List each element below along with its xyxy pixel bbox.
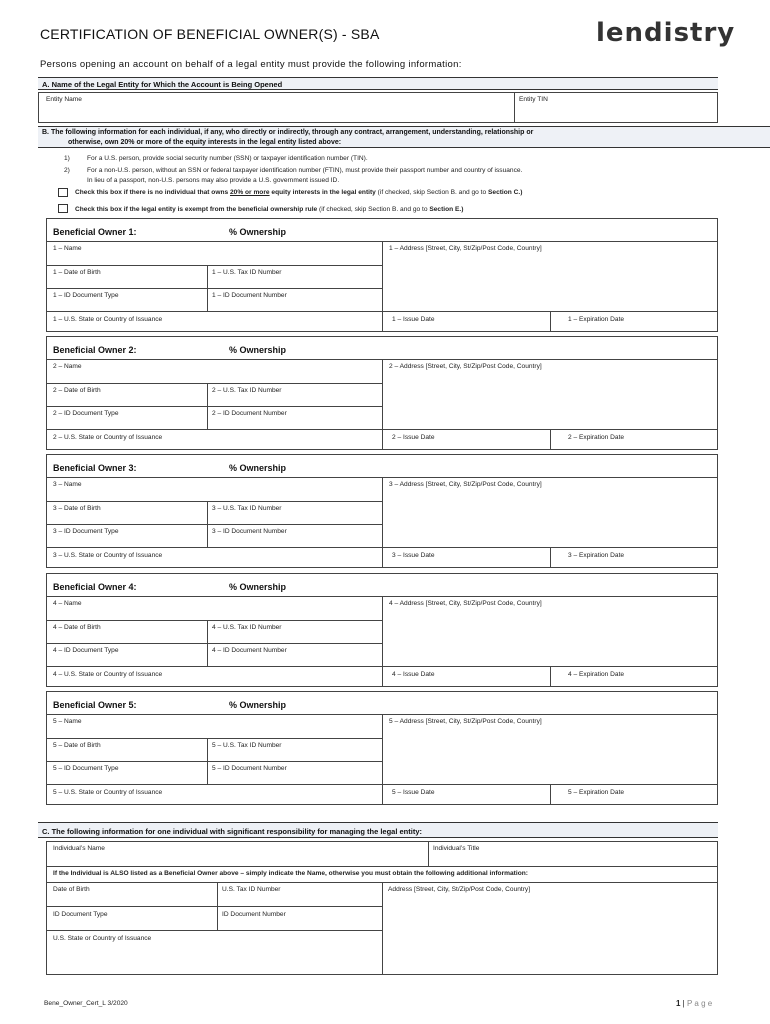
owner-2-title: Beneficial Owner 2: bbox=[53, 345, 137, 355]
owner-3-title: Beneficial Owner 3: bbox=[53, 463, 137, 473]
owner-2-state-field[interactable]: 2 – U.S. State or Country of Issuance bbox=[53, 434, 163, 441]
owner-2-tax-field[interactable]: 2 – U.S. Tax ID Number bbox=[212, 387, 282, 394]
document-id: Bene_Owner_Cert_L 3/2020 bbox=[44, 1000, 128, 1007]
section-b-heading: B. The following information for each individual, if any, who directly or indirectly, through any contract, arrangement, understanding, relationship or otherwise, own 20% or more of the equity interests in the legal entity listed above: bbox=[38, 126, 770, 148]
intro-text: Persons opening an account on behalf of a legal entity must provide the following information: bbox=[40, 59, 462, 70]
c-dob-field[interactable]: Date of Birth bbox=[53, 886, 90, 893]
page-title: CERTIFICATION OF BENEFICIAL OWNER(S) - SBA bbox=[40, 26, 380, 42]
owner-2-name-field[interactable]: 2 – Name bbox=[53, 363, 82, 370]
c-address-field[interactable]: Address [Street, City, St/Zip/Post Code, Country] bbox=[388, 886, 531, 893]
entity-name-field[interactable]: Entity Name bbox=[46, 96, 82, 103]
no-owner-checkbox-label: Check this box if there is no individual that owns 20% or more equity interests in the legal entity (if checked, skip Section B. and go to Section C.) bbox=[75, 189, 523, 196]
owner-4-state-field[interactable]: 4 – U.S. State or Country of Issuance bbox=[53, 671, 163, 678]
owner-5-issue-field[interactable]: 5 – Issue Date bbox=[392, 789, 435, 796]
owner-5-state-field[interactable]: 5 – U.S. State or Country of Issuance bbox=[53, 789, 163, 796]
c-idnum-field[interactable]: ID Document Number bbox=[222, 911, 286, 918]
individual-name-field[interactable]: Individual’s Name bbox=[53, 845, 105, 852]
c-state-field[interactable]: U.S. State or Country of Issuance bbox=[53, 935, 152, 942]
owner-1-issue-field[interactable]: 1 – Issue Date bbox=[392, 316, 435, 323]
exempt-checkbox[interactable] bbox=[58, 204, 68, 213]
owner-4-tax-field[interactable]: 4 – U.S. Tax ID Number bbox=[212, 624, 282, 631]
owner-4-dob-field[interactable]: 4 – Date of Birth bbox=[53, 624, 101, 631]
section-c-heading: C. The following information for one individual with significant responsibility for managing the legal entity: bbox=[38, 822, 718, 838]
instruction-2b: In lieu of a passport, non-U.S. persons may also provide a U.S. government issued ID. bbox=[87, 177, 340, 184]
owner-1-idtype-field[interactable]: 1 – ID Document Type bbox=[53, 292, 119, 299]
owner-1-ownership[interactable]: % Ownership bbox=[229, 227, 287, 237]
owner-5-expiration-field[interactable]: 5 – Expiration Date bbox=[568, 789, 625, 796]
owner-3-dob-field[interactable]: 3 – Date of Birth bbox=[53, 505, 101, 512]
owner-3-address-field[interactable]: 3 – Address [Street, City, St/Zip/Post Code, Country] bbox=[389, 481, 542, 488]
owner-2-issue-field[interactable]: 2 – Issue Date bbox=[392, 434, 435, 441]
owner-5-address-field[interactable]: 5 – Address [Street, City, St/Zip/Post Code, Country] bbox=[389, 718, 542, 725]
owner-4-idtype-field[interactable]: 4 – ID Document Type bbox=[53, 647, 119, 654]
owner-1-name-field[interactable]: 1 – Name bbox=[53, 245, 82, 252]
owner-5-ownership[interactable]: % Ownership bbox=[229, 700, 287, 710]
exempt-checkbox-label: Check this box if the legal entity is exempt from the beneficial ownership rule (if checked, skip Section B. and go to Section E.) bbox=[75, 206, 464, 213]
c-idtype-field[interactable]: ID Document Type bbox=[53, 911, 108, 918]
owner-5-title: Beneficial Owner 5: bbox=[53, 700, 137, 710]
owner-4-address-field[interactable]: 4 – Address [Street, City, St/Zip/Post Code, Country] bbox=[389, 600, 542, 607]
owner-3-idtype-field[interactable]: 3 – ID Document Type bbox=[53, 528, 119, 535]
owner-4-issue-field[interactable]: 4 – Issue Date bbox=[392, 671, 435, 678]
owner-1-title: Beneficial Owner 1: bbox=[53, 227, 137, 237]
owner-1-tax-field[interactable]: 1 – U.S. Tax ID Number bbox=[212, 269, 282, 276]
owner-1-dob-field[interactable]: 1 – Date of Birth bbox=[53, 269, 101, 276]
owner-5-tax-field[interactable]: 5 – U.S. Tax ID Number bbox=[212, 742, 282, 749]
owner-2-dob-field[interactable]: 2 – Date of Birth bbox=[53, 387, 101, 394]
owner-4-expiration-field[interactable]: 4 – Expiration Date bbox=[568, 671, 625, 678]
entity-tin-field[interactable]: Entity TIN bbox=[519, 96, 548, 103]
owner-4-title: Beneficial Owner 4: bbox=[53, 582, 137, 592]
owner-3-tax-field[interactable]: 3 – U.S. Tax ID Number bbox=[212, 505, 282, 512]
owner-2-idnum-field[interactable]: 2 – ID Document Number bbox=[212, 410, 287, 417]
owner-4-name-field[interactable]: 4 – Name bbox=[53, 600, 82, 607]
owner-1-address-field[interactable]: 1 – Address [Street, City, St/Zip/Post Code, Country] bbox=[389, 245, 542, 252]
section-a-heading: A. Name of the Legal Entity for Which the Account is Being Opened bbox=[38, 77, 718, 90]
instruction-1: For a U.S. person, provide social security number (SSN) or taxpayer identification number (TIN). bbox=[87, 155, 368, 162]
section-c-note: If the Individual is ALSO listed as a Beneficial Owner above – simply indicate the Name, otherwise you must obtain the following additional information: bbox=[53, 870, 528, 877]
instruction-2: For a non-U.S. person, without an SSN or federal taxpayer identification number (FTIN), must provide their passport number and country of issuance. bbox=[87, 167, 523, 174]
owner-2-ownership[interactable]: % Ownership bbox=[229, 345, 287, 355]
owner-5-name-field[interactable]: 5 – Name bbox=[53, 718, 82, 725]
owner-4-idnum-field[interactable]: 4 – ID Document Number bbox=[212, 647, 287, 654]
owner-3-ownership[interactable]: % Ownership bbox=[229, 463, 287, 473]
owner-2-idtype-field[interactable]: 2 – ID Document Type bbox=[53, 410, 119, 417]
owner-1-state-field[interactable]: 1 – U.S. State or Country of Issuance bbox=[53, 316, 163, 323]
owner-5-dob-field[interactable]: 5 – Date of Birth bbox=[53, 742, 101, 749]
individual-title-field[interactable]: Individual’s Title bbox=[433, 845, 480, 852]
lendistry-logo: lendistry bbox=[596, 18, 736, 48]
owner-1-expiration-field[interactable]: 1 – Expiration Date bbox=[568, 316, 625, 323]
owner-3-issue-field[interactable]: 3 – Issue Date bbox=[392, 552, 435, 559]
owner-4-ownership[interactable]: % Ownership bbox=[229, 582, 287, 592]
owner-2-address-field[interactable]: 2 – Address [Street, City, St/Zip/Post Code, Country] bbox=[389, 363, 542, 370]
c-tax-field[interactable]: U.S. Tax ID Number bbox=[222, 886, 281, 893]
owner-5-idtype-field[interactable]: 5 – ID Document Type bbox=[53, 765, 119, 772]
owner-2-expiration-field[interactable]: 2 – Expiration Date bbox=[568, 434, 625, 441]
section-a-fields bbox=[38, 92, 718, 123]
owner-3-idnum-field[interactable]: 3 – ID Document Number bbox=[212, 528, 287, 535]
owner-5-idnum-field[interactable]: 5 – ID Document Number bbox=[212, 765, 287, 772]
owner-3-name-field[interactable]: 3 – Name bbox=[53, 481, 82, 488]
owner-1-idnum-field[interactable]: 1 – ID Document Number bbox=[212, 292, 287, 299]
page-number: 1 | P a g e bbox=[676, 999, 713, 1008]
owner-3-state-field[interactable]: 3 – U.S. State or Country of Issuance bbox=[53, 552, 163, 559]
owner-3-expiration-field[interactable]: 3 – Expiration Date bbox=[568, 552, 625, 559]
no-owner-checkbox[interactable] bbox=[58, 188, 68, 197]
